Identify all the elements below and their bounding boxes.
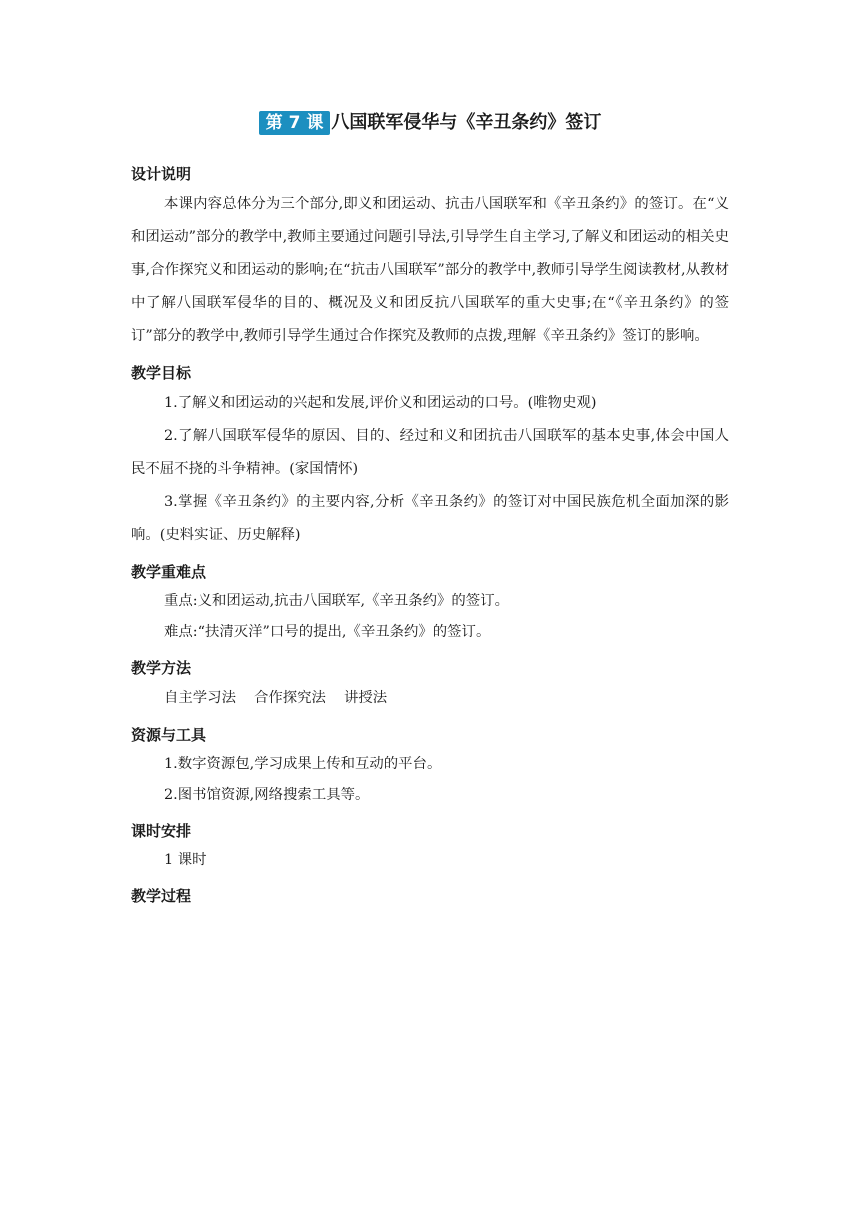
difficult-point: 难点:“扶清灭洋”口号的提出,《辛丑条约》的签订。 <box>164 624 491 640</box>
method-item: 讲授法 <box>343 690 388 706</box>
lesson-content <box>131 158 729 910</box>
lesson-title: 八国联军侵华与《辛丑条约》签订 <box>331 112 602 133</box>
lesson-number-badge: 第 7 课 <box>259 111 331 135</box>
section-heading-goals: 教学目标 <box>131 364 192 382</box>
section-heading-schedule: 课时安排 <box>131 822 192 840</box>
goal-item: 3.掌握《辛丑条约》的主要内容,分析《辛丑条约》的签订对中国民族危机全面加深的影响。(史料实证、历史解释) <box>131 494 729 543</box>
key-point: 重点:义和团运动,抗击八国联军,《辛丑条约》的签订。 <box>164 593 509 609</box>
methods-list <box>131 682 729 715</box>
goal-item: 2.了解八国联军侵华的原因、目的、经过和义和团抗击八国联军的基本史事,体会中国人民不屈不挠的斗争精神。(家国情怀) <box>131 428 729 477</box>
section-heading-methods: 教学方法 <box>131 659 192 677</box>
resource-item: 2.图书馆资源,网络搜索工具等。 <box>164 787 370 803</box>
lesson-header <box>0 110 860 136</box>
section-heading-design: 设计说明 <box>131 165 192 183</box>
goal-item: 1.了解义和团运动的兴起和发展,评价义和团运动的口号。(唯物史观) <box>164 395 597 411</box>
schedule-value: 1 课时 <box>164 852 207 868</box>
section-heading-focus: 教学重难点 <box>131 563 207 581</box>
method-item: 合作探究法 <box>253 690 326 706</box>
resource-item: 1.数字资源包,学习成果上传和互动的平台。 <box>164 756 442 772</box>
section-heading-resources: 资源与工具 <box>131 726 207 744</box>
design-description: 本课内容总体分为三个部分,即义和团运动、抗击八国联军和《辛丑条约》的签订。在“义和团运动”部分的教学中,教师主要通过问题引导法,引导学生自主学习,了解义和团运动的相关史事,合作探究义和团运动的影响;在“抗击八国联军”部分的教学中,教师引导学生阅读教材,从教材中了解八国联军侵华的目的、概况及义和团反抗八国联军的重大史事;在“《辛丑条约》的签订”部分的教学中,教师引导学生通过合作探究及教师的点拨,理解《辛丑条约》签订的影响。 <box>131 196 729 344</box>
method-item: 自主学习法 <box>164 690 236 706</box>
section-heading-process: 教学过程 <box>131 887 192 905</box>
